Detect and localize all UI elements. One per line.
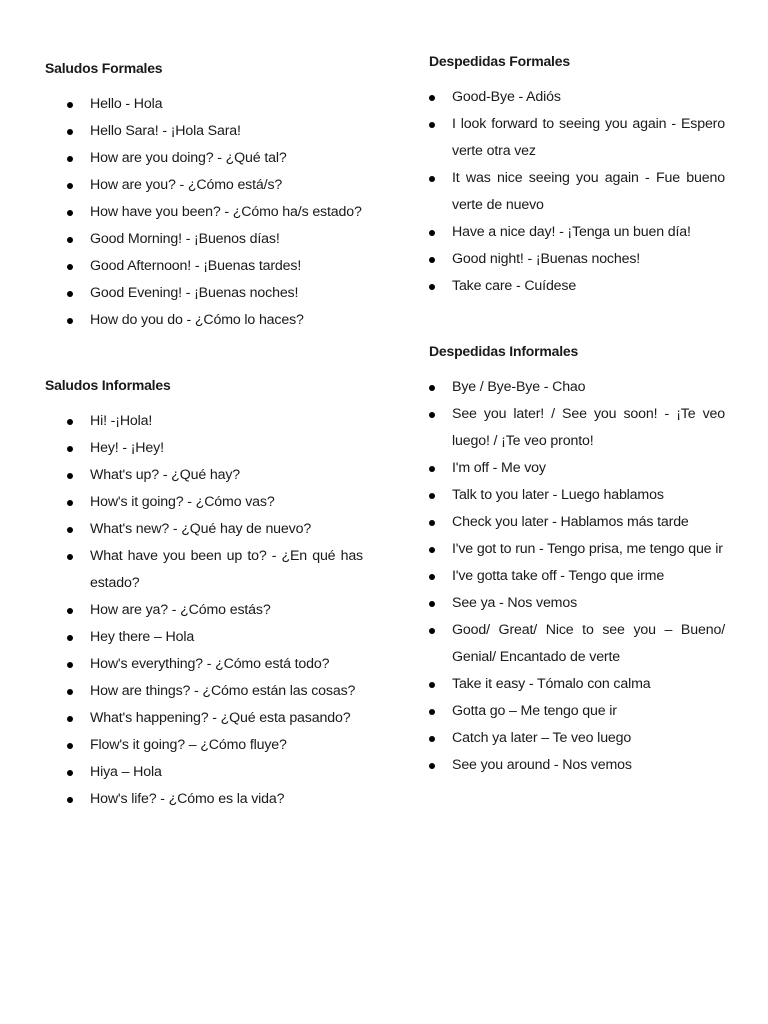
list-item: See you later! / See you soon! - ¡Te veo luego! / ¡Te veo pronto! (429, 401, 725, 455)
section-heading-despedidas-informales: Despedidas Informales (429, 343, 579, 359)
list-item: See you around - Nos vemos (429, 752, 725, 779)
list-item: I'm off - Me voy (429, 455, 725, 482)
list-item: Hello Sara! - ¡Hola Sara! (45, 118, 363, 145)
list-item: Good Afternoon! - ¡Buenas tardes! (45, 253, 363, 280)
list-item: How are you? - ¿Cómo está/s? (45, 172, 363, 199)
list-item: Hey there – Hola (45, 624, 363, 651)
list-item: Have a nice day! - ¡Tenga un buen día! (429, 219, 725, 246)
list-item: Good night! - ¡Buenas noches! (429, 246, 725, 273)
list-item: What's up? - ¿Qué hay? (45, 462, 363, 489)
list-item: See ya - Nos vemos (429, 590, 725, 617)
list-item: It was nice seeing you again - Fue bueno verte de nuevo (429, 165, 725, 219)
list-item: How are ya? - ¿Cómo estás? (45, 597, 363, 624)
despedidas-informales-section (429, 341, 725, 779)
section-heading-saludos-formales: Saludos Formales (45, 60, 163, 76)
despedidas-formales-section (429, 51, 725, 300)
list-item: What's happening? - ¿Qué esta pasando? (45, 705, 363, 732)
right-column (429, 51, 725, 779)
phrase-list-saludos-formales (45, 91, 363, 334)
list-item: How do you do - ¿Cómo lo haces? (45, 307, 363, 334)
list-item: Take care - Cuídese (429, 273, 725, 300)
list-item: Talk to you later - Luego hablamos (429, 482, 725, 509)
list-item: Catch ya later – Te veo luego (429, 725, 725, 752)
list-item: Bye / Bye-Bye - Chao (429, 374, 725, 401)
list-item: I've gotta take off - Tengo que irme (429, 563, 725, 590)
saludos-informales-section (45, 375, 363, 813)
list-item: How are things? - ¿Cómo están las cosas? (45, 678, 363, 705)
saludos-formales-section (45, 58, 363, 334)
list-item: How's it going? - ¿Cómo vas? (45, 489, 363, 516)
list-item: Good Evening! - ¡Buenas noches! (45, 280, 363, 307)
list-item: Hiya – Hola (45, 759, 363, 786)
list-item: Gotta go – Me tengo que ir (429, 698, 725, 725)
list-item: I've got to run - Tengo prisa, me tengo que ir (429, 536, 725, 563)
left-column (45, 58, 363, 813)
section-heading-despedidas-formales: Despedidas Formales (429, 53, 570, 69)
list-item: Hey! - ¡Hey! (45, 435, 363, 462)
list-item: Hello - Hola (45, 91, 363, 118)
list-item: Flow's it going? – ¿Cómo fluye? (45, 732, 363, 759)
phrase-list-despedidas-informales (429, 374, 725, 779)
list-item: How's life? - ¿Cómo es la vida? (45, 786, 363, 813)
list-item: Take it easy - Tómalo con calma (429, 671, 725, 698)
list-item: Good-Bye - Adiós (429, 84, 725, 111)
phrase-list-saludos-informales (45, 408, 363, 813)
list-item: Good/ Great/ Nice to see you – Bueno/ Genial/ Encantado de verte (429, 617, 725, 671)
phrase-list-despedidas-formales (429, 84, 725, 300)
list-item: Check you later - Hablamos más tarde (429, 509, 725, 536)
list-item: How's everything? - ¿Cómo está todo? (45, 651, 363, 678)
list-item: Good Morning! - ¡Buenos días! (45, 226, 363, 253)
list-item: What have you been up to? - ¿En qué has estado? (45, 543, 363, 597)
list-item: How are you doing? - ¿Qué tal? (45, 145, 363, 172)
list-item: How have you been? - ¿Cómo ha/s estado? (45, 199, 363, 226)
list-item: I look forward to seeing you again - Espero verte otra vez (429, 111, 725, 165)
list-item: Hi! -¡Hola! (45, 408, 363, 435)
section-heading-saludos-informales: Saludos Informales (45, 377, 171, 393)
list-item: What's new? - ¿Qué hay de nuevo? (45, 516, 363, 543)
